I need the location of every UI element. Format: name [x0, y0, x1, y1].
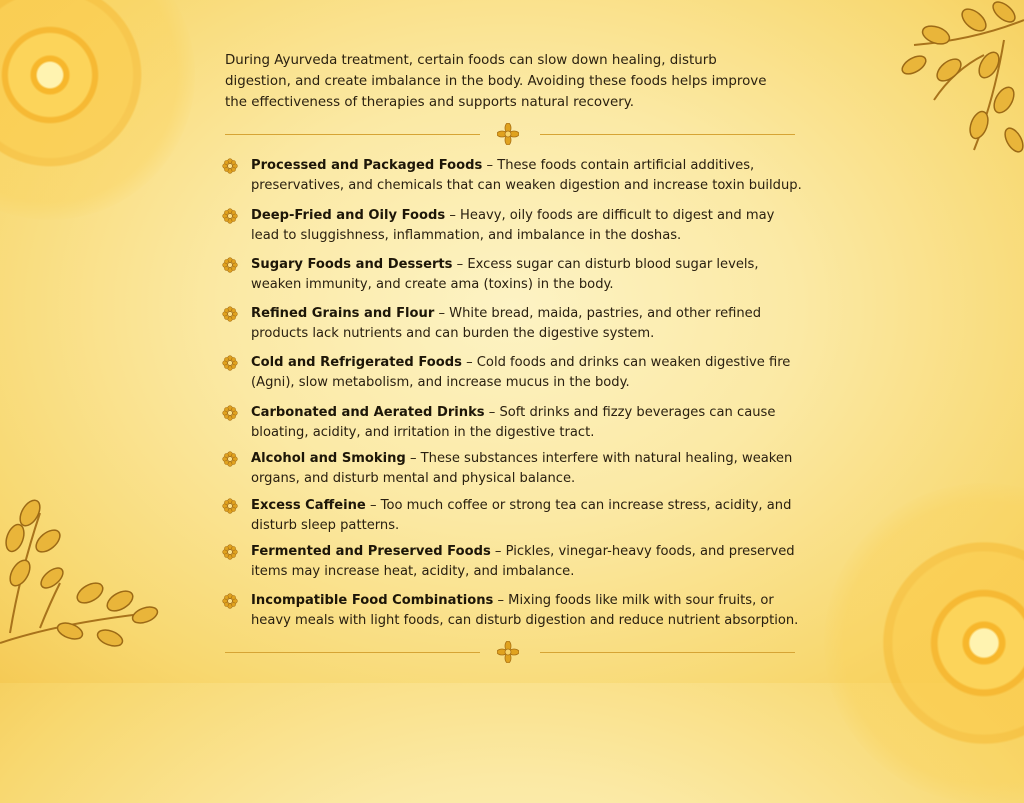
sun-flower-icon [222, 257, 238, 273]
sun-flower-icon [222, 593, 238, 609]
item-description: – These substances interfere with natural healing, weaken organs, and disturb mental and physical balance. [251, 451, 793, 486]
list-item-text [251, 156, 806, 195]
item-title: Deep-Fried and Oily Foods [251, 208, 446, 223]
divider-line-left [225, 134, 480, 135]
lotus-flower-icon [497, 123, 519, 145]
item-title: Excess Caffeine [251, 498, 366, 513]
sun-flower-icon [222, 498, 238, 514]
list-item-text [251, 449, 806, 488]
sun-flower-icon [222, 451, 238, 467]
list-item-text [251, 206, 806, 245]
list-item-text [251, 304, 806, 343]
sun-flower-icon [222, 405, 238, 421]
leaf-branch-top-right [854, 0, 1024, 170]
sun-flower-icon [222, 208, 238, 224]
divider-top [225, 124, 795, 144]
list-item-text [251, 255, 806, 294]
item-description: – Mixing foods like milk with sour fruits, or heavy meals with light foods, can disturb digestion and reduce nutrient absorption. [251, 593, 799, 628]
list-item-text [251, 496, 806, 535]
item-description: – These foods contain artificial additives, preservatives, and chemicals that can weaken digestion and increase toxin buildup. [251, 158, 802, 193]
list-item-text [251, 591, 806, 630]
item-description: – Heavy, oily foods are difficult to digest and may lead to sluggishness, inflammation, and imbalance in the doshas. [251, 208, 775, 243]
item-description: – Too much coffee or strong tea can increase stress, acidity, and disturb sleep patterns. [251, 498, 792, 533]
sun-flower-icon [222, 544, 238, 560]
divider-bottom [225, 642, 795, 662]
mandala-decoration-top-left [0, 0, 195, 220]
sun-flower-icon [222, 306, 238, 322]
item-title: Processed and Packaged Foods [251, 158, 483, 173]
item-title: Refined Grains and Flour [251, 306, 435, 321]
item-title: Carbonated and Aerated Drinks [251, 405, 485, 420]
item-description: – Pickles, vinegar-heavy foods, and preserved items may increase heat, acidity, and imbalance. [251, 544, 795, 579]
mandala-decoration-bottom-right [824, 483, 1024, 803]
list-item-text [251, 403, 806, 442]
item-title: Sugary Foods and Desserts [251, 257, 453, 272]
item-description: – Soft drinks and fizzy beverages can cause bloating, acidity, and irritation in the digestive tract. [251, 405, 776, 440]
item-description: – Cold foods and drinks can weaken digestive fire (Agni), slow metabolism, and increase mucus in the body. [251, 355, 791, 390]
item-title: Cold and Refrigerated Foods [251, 355, 462, 370]
item-title: Alcohol and Smoking [251, 451, 406, 466]
leaf-branch-bottom-left [0, 493, 170, 663]
lotus-flower-icon [497, 641, 519, 663]
sun-flower-icon [222, 158, 238, 174]
list-item-text [251, 353, 806, 392]
sun-flower-icon [222, 355, 238, 371]
item-description: – Excess sugar can disturb blood sugar levels, weaken immunity, and create ama (toxins) in the body. [251, 257, 759, 292]
item-title: Incompatible Food Combinations [251, 593, 494, 608]
item-description: – White bread, maida, pastries, and other refined products lack nutrients and can burden the digestive system. [251, 306, 762, 341]
list-item-text [251, 542, 806, 581]
divider-line-right [540, 134, 795, 135]
divider-line-right [540, 652, 795, 653]
intro-paragraph: During Ayurveda treatment, certain foods can slow down healing, disturb digestion, and create imbalance in the body. Avoiding these foods helps improve the effectiveness of therapies and supports natural recovery. [225, 53, 767, 110]
divider-line-left [225, 652, 480, 653]
item-title: Fermented and Preserved Foods [251, 544, 491, 559]
